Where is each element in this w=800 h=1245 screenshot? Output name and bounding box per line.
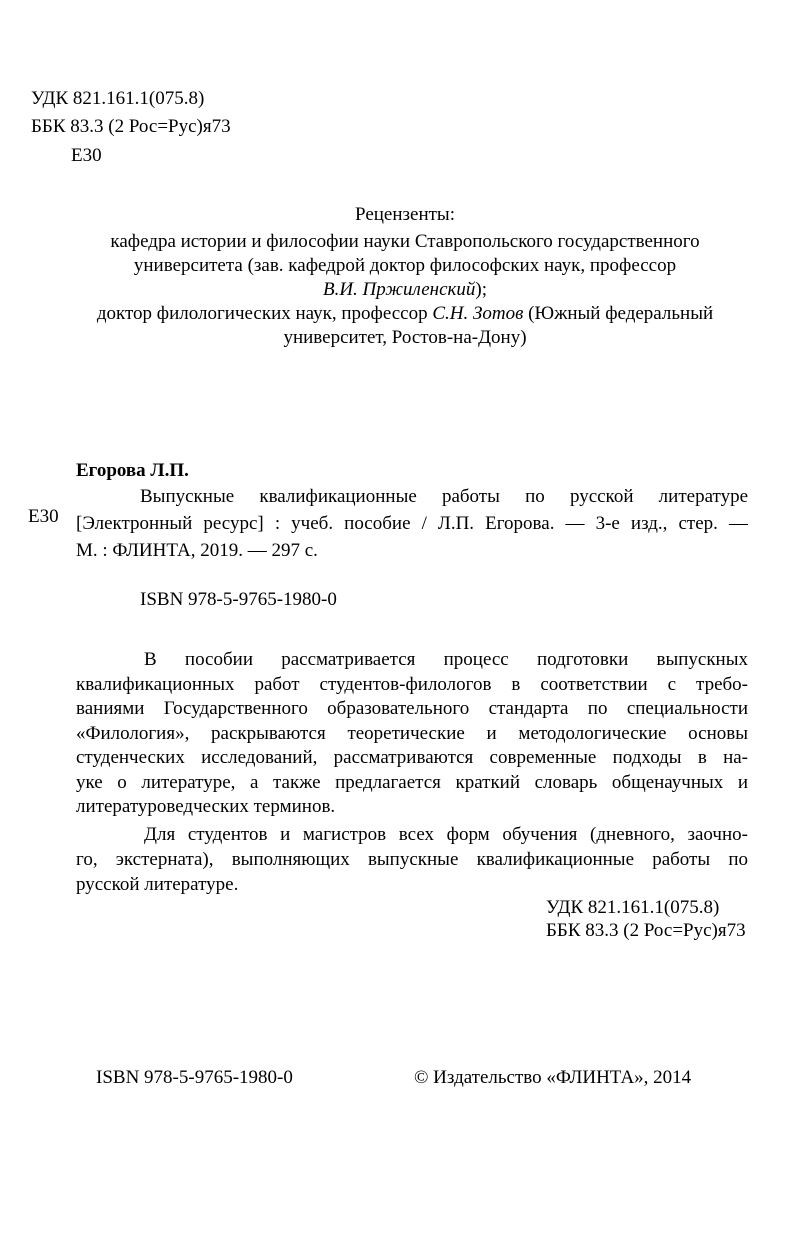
catalog-line: М. : ФЛИНТА, 2019. — 297 с.	[76, 540, 318, 561]
catalog-description	[76, 485, 748, 563]
audience-line: русской литературе.	[76, 874, 239, 895]
abstract-line: В пособии рассматривается процесс подготовки выпускных	[144, 649, 748, 670]
audience-line: Для студентов и магистров всех форм обучения (дневного, заочно-	[144, 824, 748, 845]
abstract-udk: УДК 821.161.1(075.8)	[546, 897, 720, 918]
reviewers-line: университета (зав. кафедрой доктор философских наук, профессор	[133, 255, 677, 276]
reviewer-name: В.И. Пржиленский	[322, 279, 476, 300]
abstract-line: квалификационных работ студентов-филологов в соответствии с требо-	[76, 673, 748, 695]
footer-isbn: ISBN 978-5-9765-1980-0	[96, 1067, 293, 1088]
reviewers-line-suffix: (Южный федеральный	[523, 303, 714, 324]
abstract-line: уке о литературе, а также предлагается краткий словарь общенаучных и	[76, 771, 748, 793]
catalog-line: Выпускные квалификационные работы по русской литературе	[140, 486, 748, 507]
bbk-code: ББК 83.3 (2 Рос=Рус)я73	[31, 116, 231, 137]
catalog-isbn: ISBN 978-5-9765-1980-0	[140, 589, 337, 610]
catalog-author-mark: Е30	[28, 506, 59, 527]
catalog-author: Егорова Л.П.	[76, 460, 189, 481]
abstract-line: студенческих исследований, рассматриваются современные подходы в на-	[76, 747, 748, 768]
reviewers-section	[60, 203, 750, 350]
abstract-line: «Филология», раскрываются теоретические и методологические основы	[76, 722, 748, 744]
reviewers-line	[60, 278, 750, 302]
reviewers-line: кафедра истории и философии науки Ставропольского государственного	[110, 231, 700, 252]
footer-copyright: © Издательство «ФЛИНТА», 2014	[414, 1067, 692, 1088]
catalog-line: [Электронный ресурс] : учеб. пособие / Л.П. Егорова. — 3-е изд., стер. —	[76, 513, 748, 534]
reviewers-line	[60, 302, 750, 326]
reviewers-line: университет, Ростов-на-Дону)	[283, 327, 527, 348]
abstract-line: ваниями Государственного образовательного стандарта по специальности	[76, 698, 748, 719]
reviewers-line-prefix: доктор филологических наук, профессор	[96, 303, 433, 324]
abstract-bbk: ББК 83.3 (2 Рос=Рус)я73	[546, 920, 746, 941]
reviewers-line-tail: );	[475, 279, 488, 300]
audience-line: го, экстерната), выполняющих выпускные квалификационные работы по	[76, 849, 748, 870]
abstract-paragraph	[76, 648, 748, 820]
reviewers-title: Рецензенты:	[355, 204, 455, 225]
author-mark: Е30	[71, 145, 102, 166]
reviewer-name: С.Н. Зотов	[432, 303, 524, 324]
udk-code: УДК 821.161.1(075.8)	[31, 88, 205, 109]
abstract-line: литературоведческих терминов.	[76, 796, 336, 817]
audience-paragraph	[76, 822, 748, 897]
